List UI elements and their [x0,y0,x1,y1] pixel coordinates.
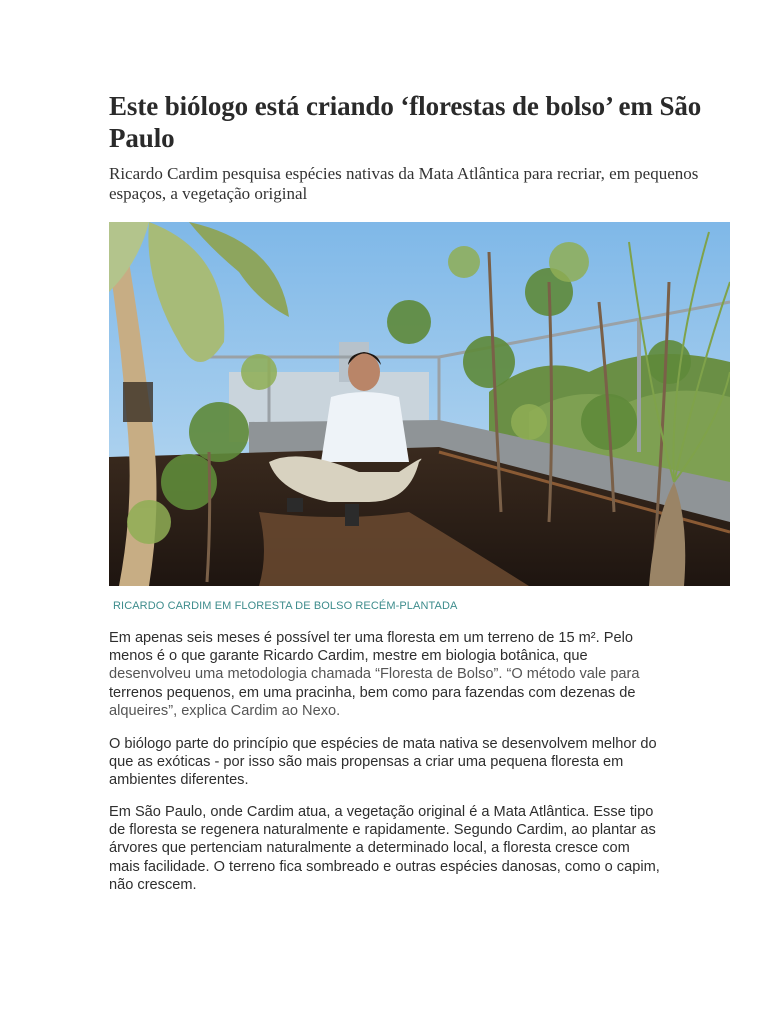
photo-caption: RICARDO CARDIM EM FLORESTA DE BOLSO RECÉM-PLANTADA [113,600,458,612]
photo-illustration [109,222,730,586]
paragraph-1-text-b: desenvolveu uma metodologia chamada “Floresta de Bolso”. “O método vale para [109,666,640,683]
article-paragraph-1 [109,629,664,720]
article-paragraph-3: Em São Paulo, onde Cardim atua, a vegetação original é a Mata Atlântica. Esse tipo de floresta se regenera naturalmente e rapidamente. Segundo Cardim, ao plantar as árvores que pertenciam naturalmente a determinado local, a floresta cresce com mais facilidade. O terreno fica sombreado e outras espécies danosas, como o capim, não crescem. [109,804,660,893]
article-headline: Este biólogo está criando ‘florestas de bolso’ em São Paulo [109,91,702,153]
paragraph-1-text-d: alqueires”, explica Cardim ao Nexo. [109,702,341,719]
paragraph-1-text-c: terrenos pequenos, em uma pracinha, bem como para fazendas com dezenas de [109,684,636,701]
paragraph-1-text-a: Em apenas seis meses é possível ter uma floresta em um terreno de 15 m². Pelo menos é o que garante Ricardo Cardim, mestre em biologia botânica, que [109,630,633,665]
article-paragraph-2: O biólogo parte do princípio que espécies de mata nativa se desenvolvem melhor do que as exóticas - por isso são mais propensas a criar uma pequena floresta em ambientes diferentes. [109,736,657,789]
article-photo [109,222,730,586]
article-subheadline: Ricardo Cardim pesquisa espécies nativas da Mata Atlântica para recriar, em pequenos espaços, a vegetação original [109,164,699,203]
